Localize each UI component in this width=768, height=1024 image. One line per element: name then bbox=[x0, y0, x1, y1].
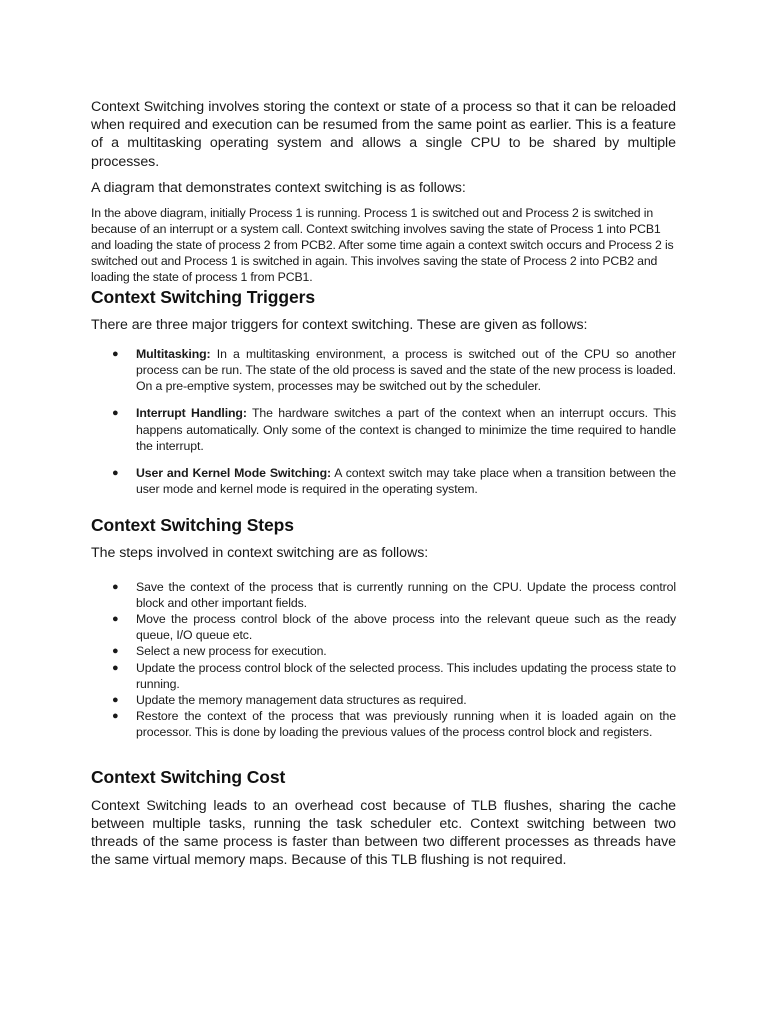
bullet-icon: ● bbox=[112, 661, 119, 674]
trigger-term: Interrupt Handling: bbox=[136, 406, 247, 421]
list-item bbox=[91, 692, 676, 708]
list-item bbox=[91, 346, 676, 395]
list-item bbox=[91, 611, 676, 643]
triggers-heading: Context Switching Triggers bbox=[91, 287, 315, 308]
list-item bbox=[91, 708, 676, 740]
list-item bbox=[91, 643, 676, 659]
cost-paragraph: Context Switching leads to an overhead cost because of TLB flushes, sharing the cache between multiple tasks, running the task scheduler etc. Context switching between two threads of the same process is faster than between two different processes as threads have the same virtual memory maps. Because of this TLB flushing is not required. bbox=[91, 797, 676, 869]
list-item bbox=[91, 465, 676, 497]
trigger-text: A context switch may take place when a transition between the user mode and kernel mode is required in the operating system. bbox=[136, 465, 676, 497]
bullet-icon: ● bbox=[112, 710, 119, 723]
bullet-icon: ● bbox=[112, 580, 119, 593]
intro-paragraph: Context Switching involves storing the context or state of a process so that it can be reloaded when required and execution can be resumed from the same point as earlier. This is a feature of a multitasking operating system and allows a single CPU to be shared by multiple processes. bbox=[91, 99, 676, 170]
steps-intro: The steps involved in context switching are as follows: bbox=[91, 545, 429, 562]
document-page bbox=[91, 98, 676, 869]
steps-list bbox=[91, 579, 676, 741]
bullet-icon: ● bbox=[112, 347, 119, 360]
diagram-intro-paragraph: A diagram that demonstrates context switching is as follows: bbox=[91, 179, 466, 196]
bullet-icon: ● bbox=[112, 407, 119, 420]
steps-heading: Context Switching Steps bbox=[91, 515, 294, 536]
bullet-icon: ● bbox=[112, 645, 119, 658]
list-item bbox=[91, 579, 676, 611]
cost-heading: Context Switching Cost bbox=[91, 766, 286, 787]
trigger-term: User and Kernel Mode Switching: bbox=[136, 465, 331, 480]
trigger-text: The hardware switches a part of the context when an interrupt occurs. This happens automatically. Only some of the context is changed to minimize the time required to handle the interrupt. bbox=[136, 406, 676, 453]
step-text: Move the process control block of the above process into the relevant queue such as the ready queue, I/O queue etc. bbox=[136, 611, 676, 643]
step-text: Restore the context of the process that was previously running when it is loaded again on the processor. This is done by loading the previous values of the process control block and registers. bbox=[136, 709, 676, 740]
step-text: Select a new process for execution. bbox=[136, 644, 327, 659]
bullet-icon: ● bbox=[112, 693, 119, 706]
step-text: Update the process control block of the selected process. This includes updating the process state to running. bbox=[136, 660, 676, 691]
trigger-text: In a multitasking environment, a process is switched out of the CPU so another process can be run. The state of the old process is saved and the state of the new process is loaded. On a pre-emptive system, processes may be switched out by the scheduler. bbox=[136, 346, 676, 394]
diagram-explanation-paragraph: In the above diagram, initially Process 1 is running. Process 1 is switched out and Process 2 is switched in because of an interrupt or a system call. Context switching involves saving the state of Process 1 into PCB1 and loading the state of process 2 from PCB2. After some time again a context switch occurs and Process 2 is switched out and Process 1 is switched in again. This involves saving the state of Process 2 into PCB2 and loading the state of process 1 from PCB1. bbox=[91, 206, 674, 285]
bullet-icon: ● bbox=[112, 612, 119, 625]
triggers-list bbox=[91, 346, 676, 498]
triggers-intro: There are three major triggers for context switching. These are given as follows: bbox=[91, 317, 588, 334]
list-item bbox=[91, 660, 676, 692]
trigger-term: Multitasking: bbox=[136, 346, 211, 361]
step-text: Update the memory management data structures as required. bbox=[136, 692, 467, 707]
bullet-icon: ● bbox=[112, 466, 119, 479]
list-item bbox=[91, 405, 676, 454]
step-text: Save the context of the process that is currently running on the CPU. Update the process control block and other important fields. bbox=[136, 579, 676, 610]
